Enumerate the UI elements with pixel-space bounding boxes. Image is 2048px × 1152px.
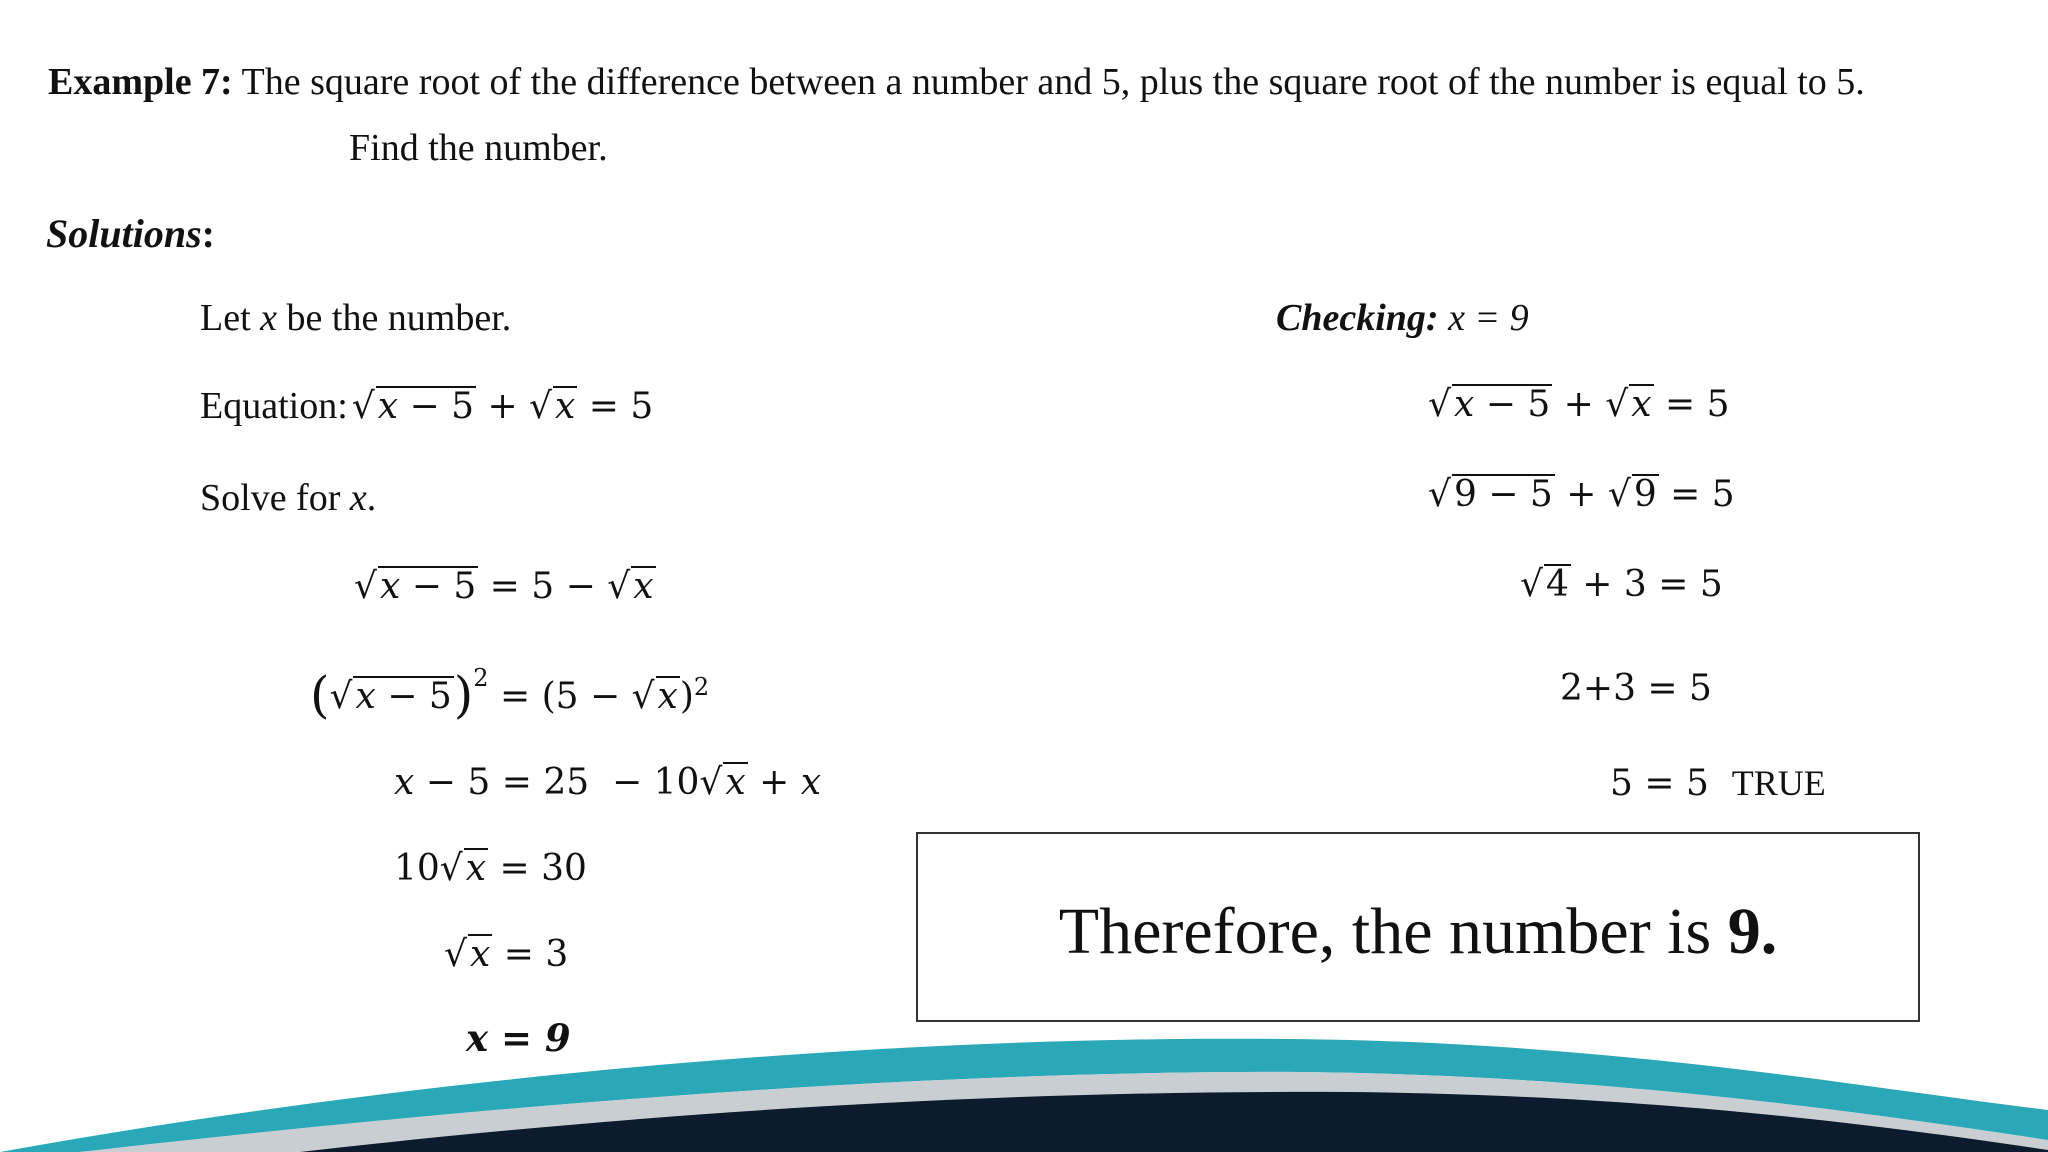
step-5: √x = 3 xyxy=(444,934,569,975)
check-line-4: 2+3 = 5 xyxy=(1560,668,1712,709)
step-4: 10√x = 30 xyxy=(394,848,587,889)
equation-label: Equation: xyxy=(200,385,348,427)
step-3: x − 5 = 25 − 10√x + x xyxy=(394,762,822,803)
solve-for-line: Solve for x. xyxy=(200,477,377,519)
final-answer: x = 9 xyxy=(466,1016,571,1060)
problem-line-1: The square root of the difference between a number and 5, plus the square root of the number is equal to 5. xyxy=(241,61,1865,103)
check-line-2: √9 − 5 + √9 = 5 xyxy=(1428,474,1735,515)
check-line-5: 5 = 5 TRUE xyxy=(1610,763,1826,804)
let-statement: Let x be the number. xyxy=(200,297,512,339)
step-2: $(√x - 5)^2 = (5 - √x)^2$ xyxy=(310,664,710,724)
step-1: √x − 5 = 5 − √x xyxy=(354,566,654,607)
problem-line-2: Find the number. xyxy=(349,127,608,169)
conclusion-answer: 9. xyxy=(1727,895,1778,968)
check-line-1: √x − 5 + √x = 5 xyxy=(1428,384,1730,425)
checking-heading: Checking: x = 9 xyxy=(1276,297,1529,339)
example-label: Example 7: xyxy=(48,61,233,103)
solutions-heading: Solutions: xyxy=(46,211,215,256)
true-label: TRUE xyxy=(1731,763,1826,803)
check-line-3: √4 + 3 = 5 xyxy=(1520,564,1723,605)
equation-math: √x − 5 + √x = 5 xyxy=(351,386,654,427)
conclusion-text: Therefore, the number is 9. xyxy=(1058,895,1778,968)
